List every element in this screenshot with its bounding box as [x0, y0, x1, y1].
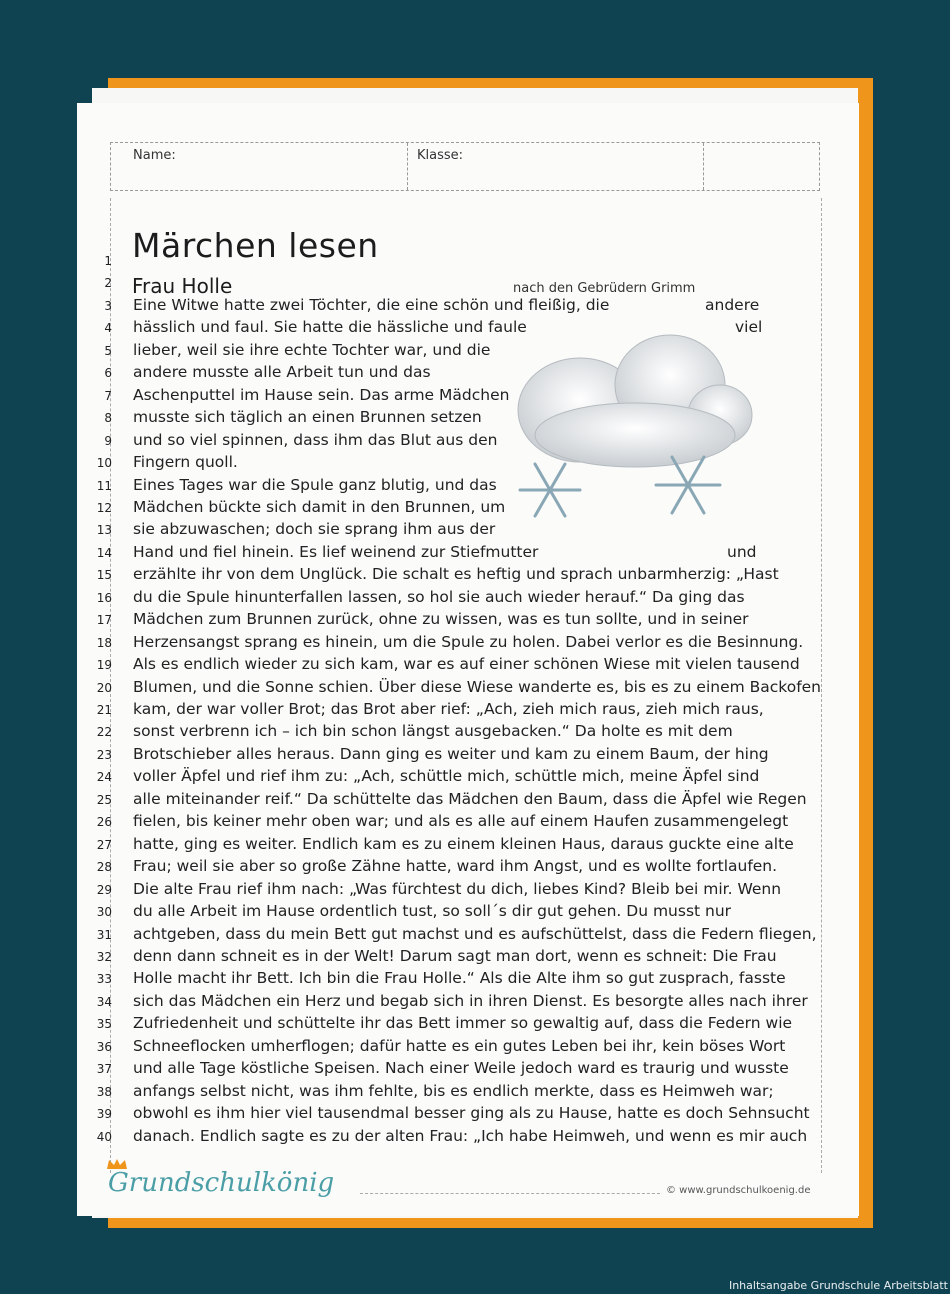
line-number: 35	[96, 1017, 112, 1031]
line-number: 5	[104, 344, 112, 358]
text-line: obwohl es ihm hier viel tausendmal besser ging als zu Hause, hatte es doch Sehnsucht	[133, 1104, 810, 1122]
line-number: 40	[96, 1130, 112, 1144]
text-line-end: und	[727, 543, 757, 561]
text-line: voller Äpfel und rief ihm zu: „Ach, schüttle mich, schüttle mich, meine Äpfel sind	[133, 767, 760, 785]
text-line: und so viel spinnen, dass ihm das Blut aus den	[133, 431, 498, 449]
text-line: kam, der war voller Brot; das Brot aber rief: „Ach, zieh mich raus, zieh mich raus,	[133, 700, 764, 718]
text-line: denn dann schneit es in der Welt! Darum sagt man dort, wenn es schneit: Die Frau	[133, 947, 777, 965]
line-number: 25	[96, 793, 112, 807]
name-field-label: Name:	[133, 148, 176, 163]
page-title: Märchen lesen	[132, 226, 379, 265]
line-number: 19	[96, 658, 112, 672]
line-number: 34	[96, 995, 112, 1009]
line-number: 8	[104, 411, 112, 425]
text-line: Aschenputtel im Hause sein. Das arme Mädchen	[133, 386, 510, 404]
text-line: sonst verbrenn ich – ich bin schon längst ausgebacken.“ Da holte es mit dem	[133, 722, 733, 740]
footer-divider	[360, 1193, 660, 1194]
text-line: Schneeflocken umherflogen; dafür hatte es ein gutes Leben bei ihr, kein böses Wort	[133, 1037, 786, 1055]
text-line: hatte, ging es weiter. Endlich kam es zu einem kleinen Haus, daraus guckte eine alte	[133, 835, 794, 853]
text-line: fielen, bis keiner mehr oben war; und als es alle auf einem Haufen zusammengelegt	[133, 812, 789, 830]
line-number: 3	[104, 299, 112, 313]
text-line: Eine Witwe hatte zwei Töchter, die eine schön und fleißig, die	[133, 296, 610, 314]
snow-cloud-icon	[510, 330, 755, 540]
line-number: 4	[104, 321, 112, 335]
line-number: 1	[104, 254, 112, 268]
line-number: 14	[96, 546, 112, 560]
text-line: anfangs selbst nicht, was ihm fehlte, bis es endlich merkte, dass es Heimweh war;	[133, 1082, 774, 1100]
class-field-label: Klasse:	[417, 148, 464, 163]
line-number: 39	[96, 1107, 112, 1121]
line-number: 26	[96, 815, 112, 829]
line-number: 2	[104, 276, 112, 290]
text-line-end: viel	[735, 318, 763, 336]
image-caption: Inhaltsangabe Grundschule Arbeitsblatt	[728, 1279, 948, 1292]
text-line: Die alte Frau rief ihm nach: „Was fürchtest du dich, liebes Kind? Bleib bei mir. Wenn	[133, 880, 782, 898]
line-number: 37	[96, 1062, 112, 1076]
text-line: erzählte ihr von dem Unglück. Die schalt es heftig und sprach unbarmherzig: „Hast	[133, 565, 779, 583]
name-class-box	[110, 142, 820, 191]
text-line: Hand und fiel hinein. Es lief weinend zur Stiefmutter	[133, 543, 539, 561]
line-number: 31	[96, 928, 112, 942]
line-number: 21	[96, 703, 112, 717]
line-number: 33	[96, 972, 112, 986]
line-number: 9	[104, 434, 112, 448]
text-line: Blumen, und die Sonne schien. Über diese Wiese wanderte es, bis es zu einem Backofen	[133, 678, 822, 696]
line-number: 17	[96, 613, 112, 627]
text-line: danach. Endlich sagte es zu der alten Frau: „Ich habe Heimweh, und wenn es mir auch	[133, 1127, 808, 1145]
story-title: Frau Holle	[132, 274, 233, 298]
line-number: 6	[104, 366, 112, 380]
text-line: musste sich täglich an einen Brunnen setzen	[133, 408, 482, 426]
line-number: 10	[96, 456, 112, 470]
line-number: 13	[96, 523, 112, 537]
line-number: 15	[96, 568, 112, 582]
text-line: alle miteinander reif.“ Da schüttelte das Mädchen den Baum, dass die Äpfel wie Regen	[133, 790, 807, 808]
text-line: Mädchen zum Brunnen zurück, ohne zu wissen, was es tun sollte, und in seiner	[133, 610, 749, 628]
line-number: 28	[96, 860, 112, 874]
line-number: 18	[96, 636, 112, 650]
text-line: du alle Arbeit im Hause ordentlich tust, so soll´s dir gut gehen. Du musst nur	[133, 902, 732, 920]
line-number: 16	[96, 591, 112, 605]
line-number: 20	[96, 681, 112, 695]
website-credit: © www.grundschulkoenig.de	[666, 1185, 811, 1196]
text-line: Frau; weil sie aber so große Zähne hatte, ward ihm Angst, und es wollte fortlaufen.	[133, 857, 778, 875]
brand-logo: Grundschulkönig	[108, 1168, 335, 1198]
text-line: sich das Mädchen ein Herz und begab sich in ihren Dienst. Es besorgte alles nach ihrer	[133, 992, 808, 1010]
line-number: 27	[96, 838, 112, 852]
line-number: 38	[96, 1085, 112, 1099]
line-number: 32	[96, 950, 112, 964]
text-line: Herzensangst sprang es hinein, um die Spule zu holen. Dabei verlor es die Besinnung.	[133, 633, 804, 651]
text-line: du die Spule hinunterfallen lassen, so hol sie auch wieder herauf.“ Da ging das	[133, 588, 745, 606]
text-line: Mädchen bückte sich damit in den Brunnen, um	[133, 498, 506, 516]
text-line-end: andere	[705, 296, 760, 314]
text-line: Eines Tages war die Spule ganz blutig, und das	[133, 476, 497, 494]
author-credit: nach den Gebrüdern Grimm	[513, 281, 696, 296]
line-number: 24	[96, 770, 112, 784]
text-line: andere musste alle Arbeit tun und das	[133, 363, 431, 381]
line-number: 12	[96, 501, 112, 515]
text-line: hässlich und faul. Sie hatte die hässliche und faule	[133, 318, 527, 336]
text-line: sie abzuwaschen; doch sie sprang ihm aus der	[133, 520, 496, 538]
text-line: Fingern quoll.	[133, 453, 238, 471]
line-number: 29	[96, 883, 112, 897]
text-line: lieber, weil sie ihre echte Tochter war, und die	[133, 341, 491, 359]
line-number: 7	[104, 389, 112, 403]
line-number: 22	[96, 725, 112, 739]
text-line: Zufriedenheit und schüttelte ihr das Bett immer so gewaltig auf, dass die Federn wie	[133, 1014, 793, 1032]
line-number: 11	[96, 479, 112, 493]
text-line: Holle macht ihr Bett. Ich bin die Frau Holle.“ Als die Alte ihm so gut zusprach, fasste	[133, 969, 786, 987]
line-number: 30	[96, 905, 112, 919]
text-line: achtgeben, dass du mein Bett gut machst und es aufschüttelst, dass die Federn fliegen,	[133, 925, 817, 943]
line-number: 23	[96, 748, 112, 762]
line-number: 36	[96, 1040, 112, 1054]
text-line: Als es endlich wieder zu sich kam, war es auf einer schönen Wiese mit vielen tausend	[133, 655, 800, 673]
text-line: und alle Tage köstliche Speisen. Nach einer Weile jedoch ward es traurig und wusste	[133, 1059, 789, 1077]
text-line: Brotschieber alles heraus. Dann ging es weiter und kam zu einem Baum, der hing	[133, 745, 769, 763]
